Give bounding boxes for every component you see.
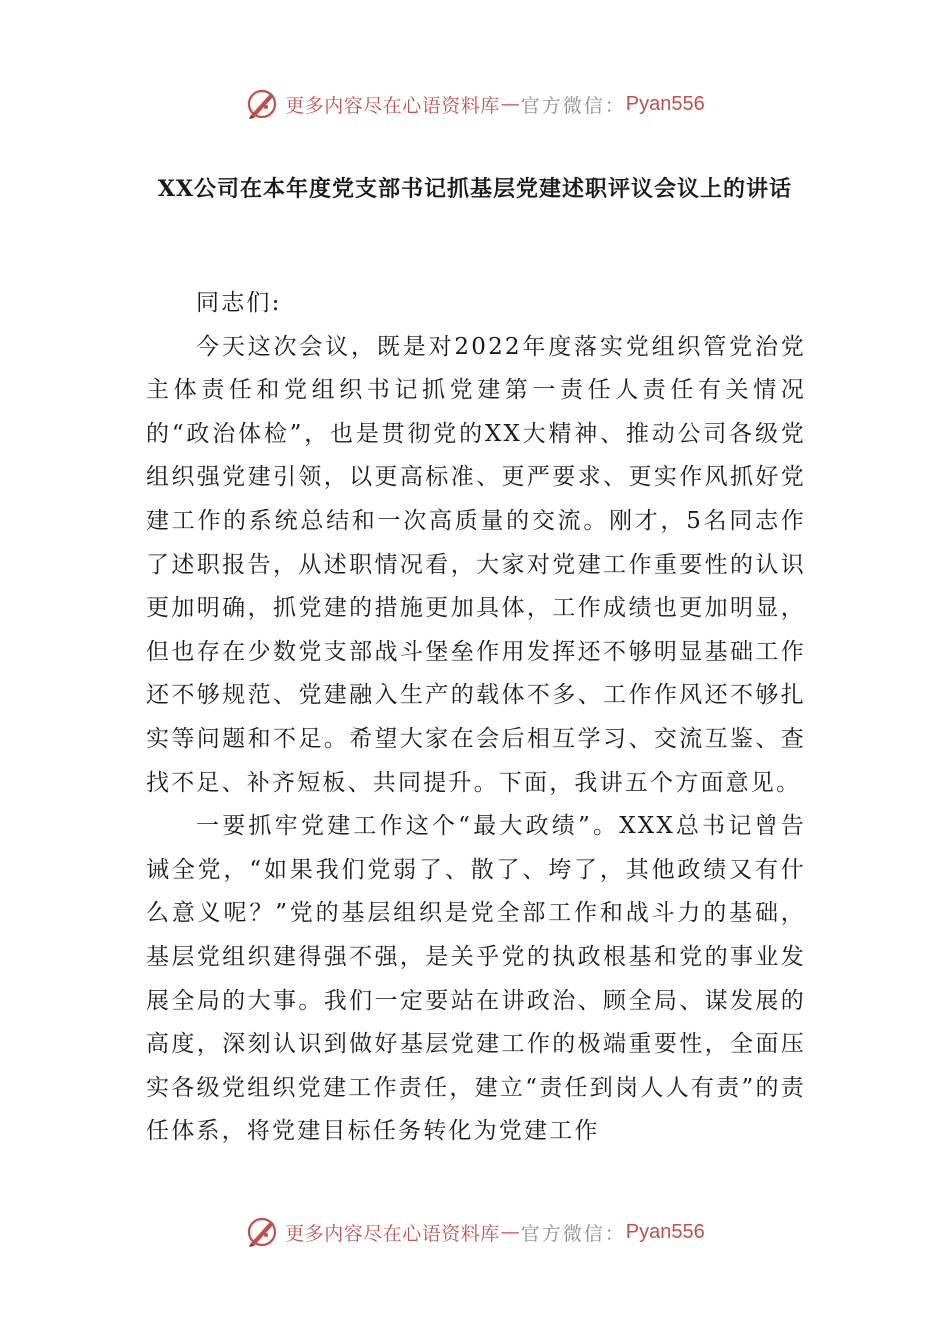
watermark-dash: — [500, 1221, 520, 1243]
pen-circle-logo-icon [245, 1215, 279, 1249]
watermark-official-label: 官方微信： [520, 94, 626, 117]
watermark-banner-top [0, 84, 950, 124]
watermark-dash: — [500, 93, 520, 115]
salutation: 同志们: [196, 290, 282, 316]
paragraph: 今天这次会议，既是对2022年度落实党组织管党治党主体责任和党组织书记抓党建第一责任人责任有关情况的“政治体检”，也是贯彻党的XX大精神、推动公司各级党组织强党建引领，以更高标准、更严要求、更实作风抓好党建工作的系统总结和一次高质量的交流。刚才，5名同志作了述职报告，从述职情况看，大家对党建工作重要性的认识更加明确，抓党建的措施更加具体，工作成绩也更加明显，但也存在少数党支部战斗堡垒作用发挥还不够明显基础工作还不够规范、党建融入生产的载体不多、工作作风还不够扎实等问题和不足。希望大家在会后相互学习、交流互鉴、查找不足、补齐短板、共同提升。下面，我讲五个方面意见。 [146, 333, 806, 796]
watermark-wechat-id: Pyan556 [625, 92, 705, 115]
document-body [146, 282, 806, 1154]
watermark-brand-text: 更多内容尽在心语资料库 [285, 1222, 500, 1245]
pen-circle-logo-icon [245, 87, 279, 121]
watermark-official-label: 官方微信： [520, 1222, 626, 1245]
watermark-wechat-id: Pyan556 [625, 1220, 705, 1243]
document-title: XX公司在本年度党支部书记抓基层党建述职评议会议上的讲话 [157, 176, 793, 202]
watermark-banner-bottom [0, 1212, 950, 1252]
watermark-brand-text: 更多内容尽在心语资料库 [285, 94, 500, 117]
paragraph: 一要抓牢党建工作这个“最大政绩”。XXX总书记曾告诫全党，“如果我们党弱了、散了、垮了，其他政绩又有什么意义呢？”党的基层组织是党全部工作和战斗力的基础，基层党组织建得强不强，是关乎党的执政根基和党的事业发展全局的大事。我们一定要站在讲政治、顾全局、谋发展的高度，深刻认识到做好基层党建工作的极端重要性，全面压实各级党组织党建工作责任，建立“责任到岗人人有责”的责任体系，将党建目标任务转化为党建工作 [146, 813, 806, 1145]
